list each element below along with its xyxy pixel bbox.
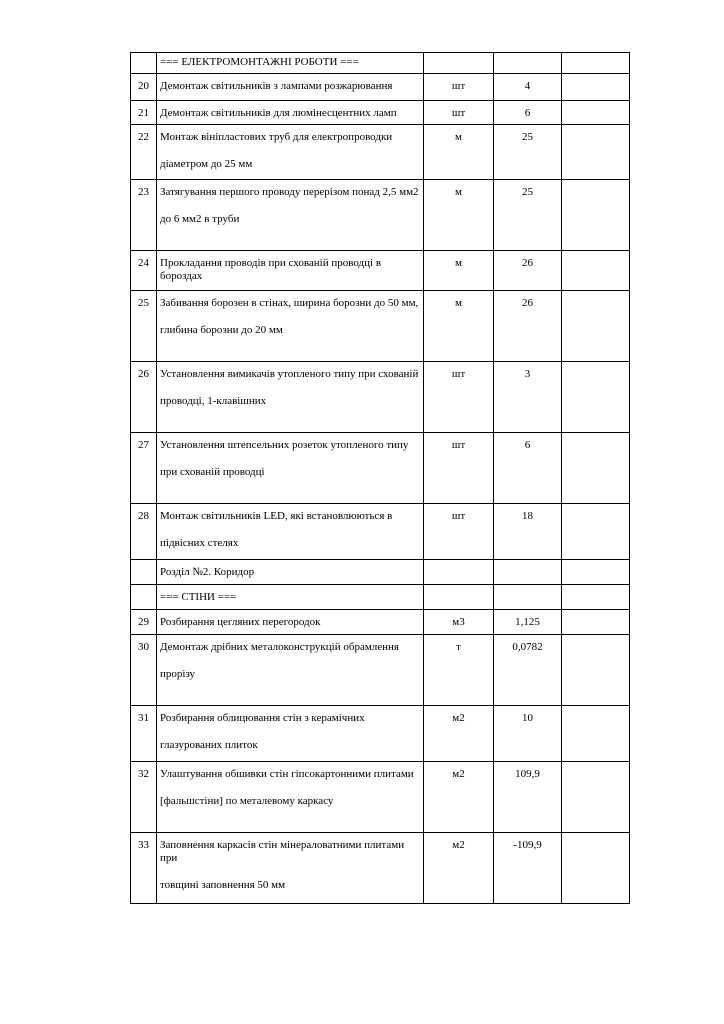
item-quantity: 26 [494, 291, 562, 362]
item-quantity: 6 [494, 101, 562, 125]
item-quantity: 109,9 [494, 762, 562, 833]
item-number: 20 [131, 74, 157, 101]
table-row [131, 180, 630, 251]
item-quantity: 6 [494, 433, 562, 504]
empty-cell [562, 504, 630, 560]
empty-cell [562, 833, 630, 904]
item-description: Установлення вимикачів утопленого типу при схованій проводці, 1-клавішних [157, 362, 424, 433]
item-quantity: 10 [494, 706, 562, 762]
item-description: Демонтаж дрібних металоконструкцій обрамлення прорізу [157, 635, 424, 706]
item-quantity: 3 [494, 362, 562, 433]
empty-cell [562, 433, 630, 504]
table-row [131, 833, 630, 904]
item-number: 26 [131, 362, 157, 433]
item-number: 28 [131, 504, 157, 560]
item-description: Заповнення каркасів стін мінераловатними плитами при товщині заповнення 50 мм [157, 833, 424, 904]
item-number: 23 [131, 180, 157, 251]
item-number: 27 [131, 433, 157, 504]
empty-cell [562, 251, 630, 291]
item-quantity: 25 [494, 125, 562, 180]
empty-cell [562, 762, 630, 833]
item-description: Демонтаж світильників для люмінесцентних ламп [157, 101, 424, 125]
empty-cell [562, 362, 630, 433]
item-number: 25 [131, 291, 157, 362]
item-unit: шт [424, 362, 494, 433]
empty-cell [562, 74, 630, 101]
table-row [131, 251, 630, 291]
table-row [131, 291, 630, 362]
table-row [131, 635, 630, 706]
item-unit: м2 [424, 706, 494, 762]
section-title: === ЕЛЕКТРОМОНТАЖНІ РОБОТИ === [157, 53, 424, 74]
empty-cell [562, 291, 630, 362]
item-unit: т [424, 635, 494, 706]
item-quantity: 25 [494, 180, 562, 251]
item-unit: шт [424, 74, 494, 101]
item-number: 32 [131, 762, 157, 833]
item-number: 33 [131, 833, 157, 904]
item-quantity: 1,125 [494, 610, 562, 635]
item-description: Монтаж світильників LED, які встановлюються в підвісних стелях [157, 504, 424, 560]
item-quantity: -109,9 [494, 833, 562, 904]
item-unit: м2 [424, 762, 494, 833]
item-unit: м [424, 125, 494, 180]
item-description: Розбирання цегляних перегородок [157, 610, 424, 635]
empty-cell [562, 125, 630, 180]
item-unit: шт [424, 433, 494, 504]
item-unit: шт [424, 504, 494, 560]
item-unit: м [424, 251, 494, 291]
item-quantity: 26 [494, 251, 562, 291]
item-number: 24 [131, 251, 157, 291]
item-description: Прокладання проводів при схованій проводці в бороздах [157, 251, 424, 291]
item-description: Затягування першого проводу перерізом понад 2,5 мм2 до 6 мм2 в труби [157, 180, 424, 251]
section-title: === СТІНИ === [157, 585, 424, 610]
item-number: 29 [131, 610, 157, 635]
empty-cell [562, 610, 630, 635]
item-description: Улаштування обшивки стін гіпсокартонними плитами [фальшстіни] по металевому каркасу [157, 762, 424, 833]
item-unit: м [424, 180, 494, 251]
empty-cell [562, 180, 630, 251]
item-number: 31 [131, 706, 157, 762]
table-row [131, 504, 630, 560]
table-row [131, 610, 630, 635]
section-row [131, 585, 630, 610]
item-description: Демонтаж світильників з лампами розжарювання [157, 74, 424, 101]
item-number: 21 [131, 101, 157, 125]
item-unit: м [424, 291, 494, 362]
item-number: 30 [131, 635, 157, 706]
item-quantity: 18 [494, 504, 562, 560]
estimate-table [130, 52, 630, 904]
table-row [131, 362, 630, 433]
table-row [131, 706, 630, 762]
num-cell [131, 53, 157, 74]
section-row [131, 53, 630, 74]
section-row [131, 560, 630, 585]
item-unit: шт [424, 101, 494, 125]
item-quantity: 0,0782 [494, 635, 562, 706]
table-row [131, 433, 630, 504]
item-description: Установлення штепсельних розеток утопленого типу при схованій проводці [157, 433, 424, 504]
item-unit: м3 [424, 610, 494, 635]
empty-cell [562, 706, 630, 762]
section-title: Розділ №2. Коридор [157, 560, 424, 585]
item-unit: м2 [424, 833, 494, 904]
table-row [131, 74, 630, 101]
table-row [131, 762, 630, 833]
table-row [131, 125, 630, 180]
empty-cell [562, 635, 630, 706]
item-description: Забивання борозен в стінах, ширина борозни до 50 мм, глибина борозни до 20 мм [157, 291, 424, 362]
table-row [131, 101, 630, 125]
item-number: 22 [131, 125, 157, 180]
item-quantity: 4 [494, 74, 562, 101]
empty-cell [562, 101, 630, 125]
item-description: Монтаж вініпластових труб для електропроводки діаметром до 25 мм [157, 125, 424, 180]
item-description: Розбирання облицювання стін з керамічних глазурованих плиток [157, 706, 424, 762]
